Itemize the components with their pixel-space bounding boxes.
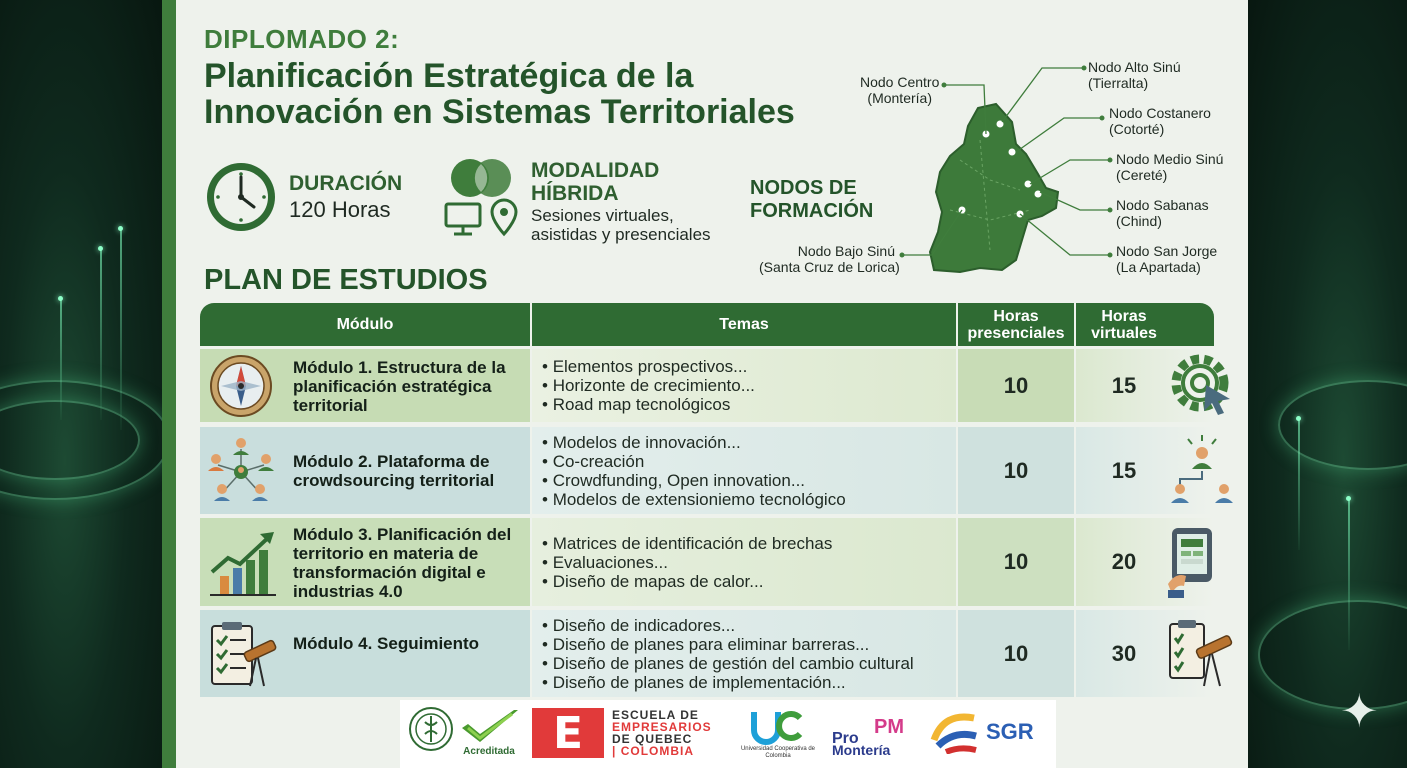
table-row: [200, 610, 1214, 697]
e-mark-icon: E: [532, 708, 604, 758]
pro-text: Pro: [832, 730, 859, 747]
cordoba-map-icon: [920, 100, 1070, 280]
escuela-line: ESCUELA DE: [612, 708, 699, 722]
pm-mark-icon: PM: [874, 716, 904, 738]
node-place: (Cotorté): [1109, 121, 1165, 137]
escuela-line: DE QUEBEC: [612, 732, 693, 746]
sgr-text: SGR: [986, 719, 1034, 744]
university-seal-logo: [408, 706, 454, 752]
table-row: [200, 427, 1214, 514]
topics-cell: [532, 349, 956, 422]
topic-item: • Modelos de innovación...: [542, 433, 846, 452]
topic-item: • Matrices de identificación de brechas: [542, 534, 832, 553]
horas-virtuales-cell: [1076, 610, 1214, 697]
table-row: [200, 518, 1214, 606]
table-row: [200, 349, 1214, 422]
topic-item: • Elementos prospectivos...: [542, 357, 755, 376]
module-cell: [200, 518, 530, 606]
topic-item: • Diseño de planes de gestión del cambio cultural: [542, 654, 914, 673]
horas-virtuales: 15: [1111, 372, 1137, 398]
node-name: Nodo Costanero: [1109, 105, 1211, 121]
topic-item: • Modelos de extensioniemo tecnológico: [542, 490, 846, 509]
light-stem: [120, 230, 122, 430]
sponsor-logos: [400, 700, 1056, 768]
tablet-hands-icon: [1168, 526, 1214, 598]
node-place: (Santa Cruz de Lorica): [759, 259, 900, 275]
sgr-logo: [930, 710, 1034, 754]
node-place: (Cereté): [1116, 167, 1168, 183]
seal-icon: [408, 706, 454, 752]
topic-item: • Diseño de mapas de calor...: [542, 572, 832, 591]
node-san-jorge: [1116, 243, 1217, 275]
node-place: (La Apartada): [1116, 259, 1201, 275]
light-dot: [98, 246, 103, 251]
plan-title: PLAN DE ESTUDIOS: [204, 264, 488, 296]
module-cell: [200, 427, 530, 514]
pro-monteria-logo: [832, 714, 924, 758]
page-title: Planificación Estratégica de la Innovación en Sistemas Territoriales: [204, 57, 795, 131]
horas-virtuales-cell: [1076, 518, 1214, 606]
node-name: Nodo Alto Sinú: [1088, 59, 1181, 75]
topics-list: [542, 433, 846, 509]
module-name: Módulo 3. Planificación del territorio en materia de transformación digital e industrias 4.0: [293, 525, 512, 601]
topic-item: • Evaluaciones...: [542, 553, 832, 572]
escuela-line: | COLOMBIA: [612, 744, 695, 758]
escuela-text: [612, 709, 712, 757]
escuela-empresarios-logo: [532, 708, 712, 758]
node-costanero: [1109, 105, 1211, 137]
background-left: [0, 0, 162, 768]
topics-cell: [532, 610, 956, 697]
node-name: Nodo Medio Sinú: [1116, 151, 1224, 167]
compass-icon: [208, 353, 274, 419]
horas-virtuales-cell: [1076, 349, 1214, 422]
pro-monteria-mark: [832, 714, 924, 758]
node-name: Nodo Centro: [860, 74, 940, 90]
header-horas-presenciales: Horas presenciales: [967, 307, 1065, 342]
light-dot: [1296, 416, 1301, 421]
poster-panel: [162, 0, 1248, 768]
growth-chart-icon: [208, 528, 278, 598]
acreditada-logo: [458, 708, 520, 757]
horas-presenciales: 10: [958, 518, 1074, 606]
module-name: Módulo 2. Plataforma de crowdsourcing territorial: [293, 452, 495, 490]
node-name: Nodo San Jorge: [1116, 243, 1218, 259]
topic-item: • Co-creación: [542, 452, 846, 471]
ucc-text: Universidad Cooperativa de Colombia: [740, 746, 816, 759]
topics-cell: [532, 518, 956, 606]
duration-value: 120 Horas: [289, 197, 391, 222]
table-header: [200, 303, 1214, 346]
diplomado-label: DIPLOMADO 2:: [204, 24, 400, 54]
clock-icon: [204, 160, 278, 234]
ucc-mark-icon: [748, 708, 808, 746]
sparkle-icon: ✦: [1340, 685, 1379, 737]
light-stem: [60, 300, 62, 420]
node-alto-sinu: [1088, 59, 1181, 91]
people-network-icon: [204, 435, 278, 509]
modality-label: MODALIDAD HÍBRIDA: [531, 159, 660, 205]
checklist-telescope-icon: [208, 618, 280, 690]
topics-list: [542, 534, 832, 591]
module-cell: [200, 349, 530, 422]
acreditada-text: Acreditada: [463, 746, 515, 757]
module-name: Módulo 4. Seguimiento: [293, 634, 480, 653]
accent-stripe: [162, 0, 176, 768]
topic-item: • Diseño de planes para eliminar barreras...: [542, 635, 914, 654]
monteria-text: Montería: [832, 742, 891, 758]
node-medio-sinu: [1116, 151, 1223, 183]
node-name: Nodo Sabanas: [1116, 197, 1209, 213]
horas-presenciales: 10: [958, 349, 1074, 422]
topic-item: • Road map tecnológicos: [542, 395, 755, 414]
light-stem: [100, 250, 102, 420]
node-centro: [860, 74, 939, 106]
topic-item: • Diseño de planes de implementación...: [542, 673, 914, 692]
topic-item: • Crowdfunding, Open innovation...: [542, 471, 846, 490]
topics-list: [542, 616, 914, 692]
node-bajo-sinu: [759, 243, 900, 275]
topics-list: [542, 357, 755, 414]
sgr-swirl-icon: [930, 710, 982, 754]
team-icon: [1166, 433, 1238, 505]
node-place: (Chind): [1116, 213, 1162, 229]
light-dot: [118, 226, 123, 231]
horas-virtuales: 15: [1111, 457, 1137, 483]
header-horas-virtuales: Horas virtuales: [1091, 307, 1157, 342]
node-place: (Tierralta): [1088, 75, 1149, 91]
escuela-line: EMPRESARIOS: [612, 720, 712, 734]
light-stem: [1348, 500, 1350, 650]
topics-cell: [532, 427, 956, 514]
ucc-logo: [738, 708, 818, 760]
background-right: [1248, 0, 1407, 768]
nodos-title: NODOS DE FORMACIÓN: [750, 177, 874, 222]
hybrid-icon: [442, 156, 522, 238]
topic-item: • Horizonte de crecimiento...: [542, 376, 755, 395]
horas-presenciales: 10: [958, 427, 1074, 514]
node-name: Nodo Bajo Sinú: [797, 243, 895, 259]
light-stem: [1298, 420, 1300, 550]
horas-virtuales: 30: [1111, 640, 1137, 666]
light-dot: [58, 296, 63, 301]
header-modulo: Módulo: [336, 316, 394, 333]
topic-item: • Diseño de indicadores...: [542, 616, 914, 635]
node-place: (Montería): [867, 90, 932, 106]
node-sabanas: [1116, 197, 1209, 229]
light-dot: [1346, 496, 1351, 501]
horas-virtuales: 20: [1111, 549, 1137, 574]
horas-presenciales: 10: [958, 610, 1074, 697]
gear-cursor-icon: [1166, 349, 1238, 421]
checklist-telescope-icon: [1166, 618, 1238, 690]
header-temas: Temas: [719, 316, 769, 333]
module-name: Módulo 1. Estructura de la planificación estratégica territorial: [293, 358, 506, 415]
module-cell: [200, 610, 530, 697]
checkmark-icon: [458, 708, 520, 746]
horas-virtuales-cell: [1076, 427, 1214, 514]
modality-description: Sesiones virtuales, asistidas y presenciales: [531, 206, 711, 244]
glow-ring: [1258, 600, 1407, 710]
duration-label: DURACIÓN: [289, 172, 403, 195]
